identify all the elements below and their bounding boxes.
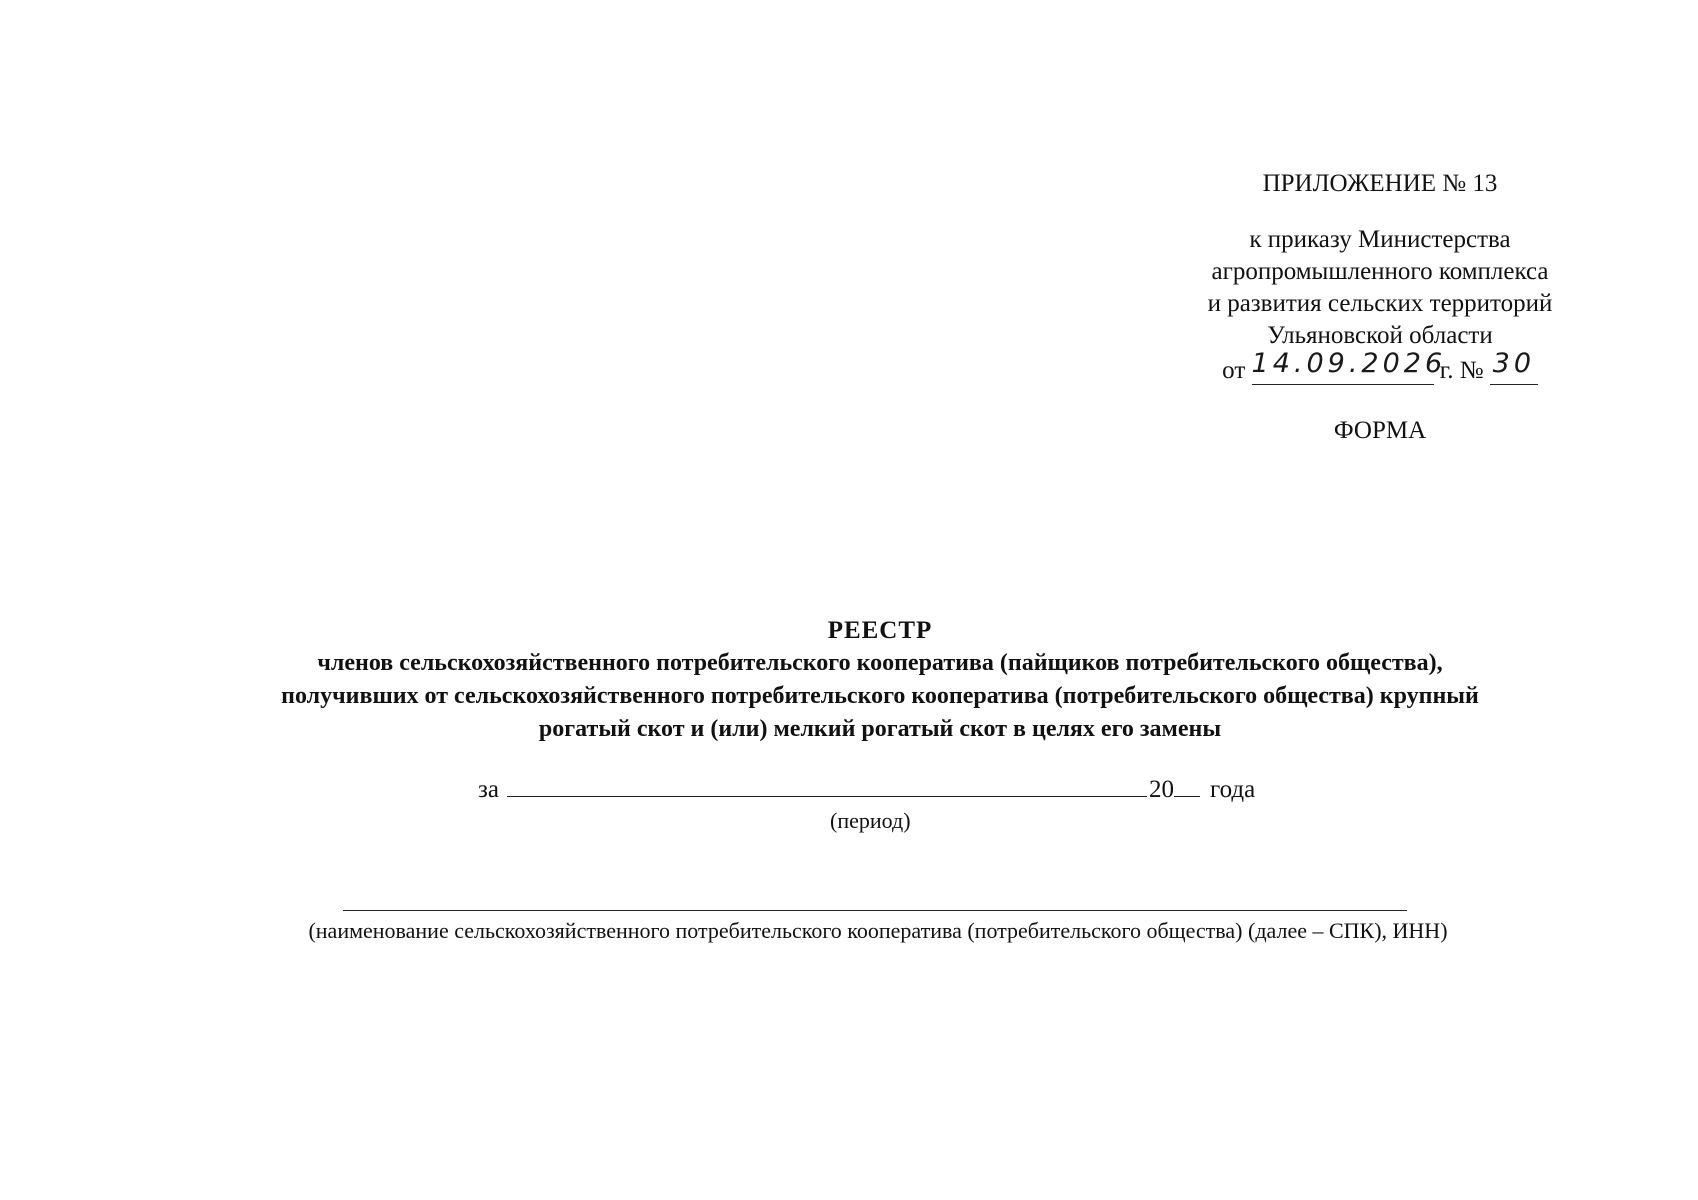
organization-input-line[interactable]	[343, 910, 1407, 911]
date-prefix: от	[1222, 357, 1246, 384]
order-date-row	[1150, 348, 1610, 387]
handwritten-date: 14.09.2026	[1251, 348, 1447, 379]
organization-caption: (наименование сельскохозяйственного потребительского кооператива (потребительского общества) (далее – СПК), ИНН)	[308, 918, 1448, 943]
order-number-field	[1490, 348, 1538, 385]
registry-subtitle-line-2: получивших от сельскохозяйственного потребительского кооператива (потребительского общества) крупный	[281, 683, 1479, 709]
year-prefix: 20	[1148, 776, 1174, 803]
year-input-line[interactable]	[1174, 772, 1200, 797]
order-line-4: Ульяновской области	[1267, 322, 1493, 349]
registry-title: РЕЕСТР	[827, 617, 933, 644]
period-caption: (период)	[830, 808, 911, 833]
registry-title-block	[140, 614, 1620, 746]
date-suffix: г. №	[1439, 357, 1484, 384]
order-date-field	[1251, 348, 1447, 385]
period-input-line[interactable]	[507, 772, 1147, 797]
registry-subtitle-line-3: рогатый скот и (или) мелкий рогатый скот в целях его замены	[538, 716, 1222, 742]
order-line-3: и развития сельских территорий	[1207, 290, 1553, 317]
handwritten-number: 30	[1492, 348, 1535, 379]
form-label: ФОРМА	[1333, 417, 1427, 444]
order-line-1: к приказу Министерства	[1249, 226, 1511, 253]
year-suffix: года	[1209, 776, 1256, 803]
appendix-number: ПРИЛОЖЕНИЕ № 13	[1262, 170, 1498, 197]
approval-block	[1150, 168, 1610, 447]
order-line-2: агропромышленного комплекса	[1211, 258, 1549, 285]
period-row	[478, 772, 1255, 804]
registry-subtitle-line-1: членов сельскохозяйственного потребительского кооператива (пайщиков потребительского общества),	[317, 650, 1443, 676]
period-prefix: за	[478, 776, 499, 803]
